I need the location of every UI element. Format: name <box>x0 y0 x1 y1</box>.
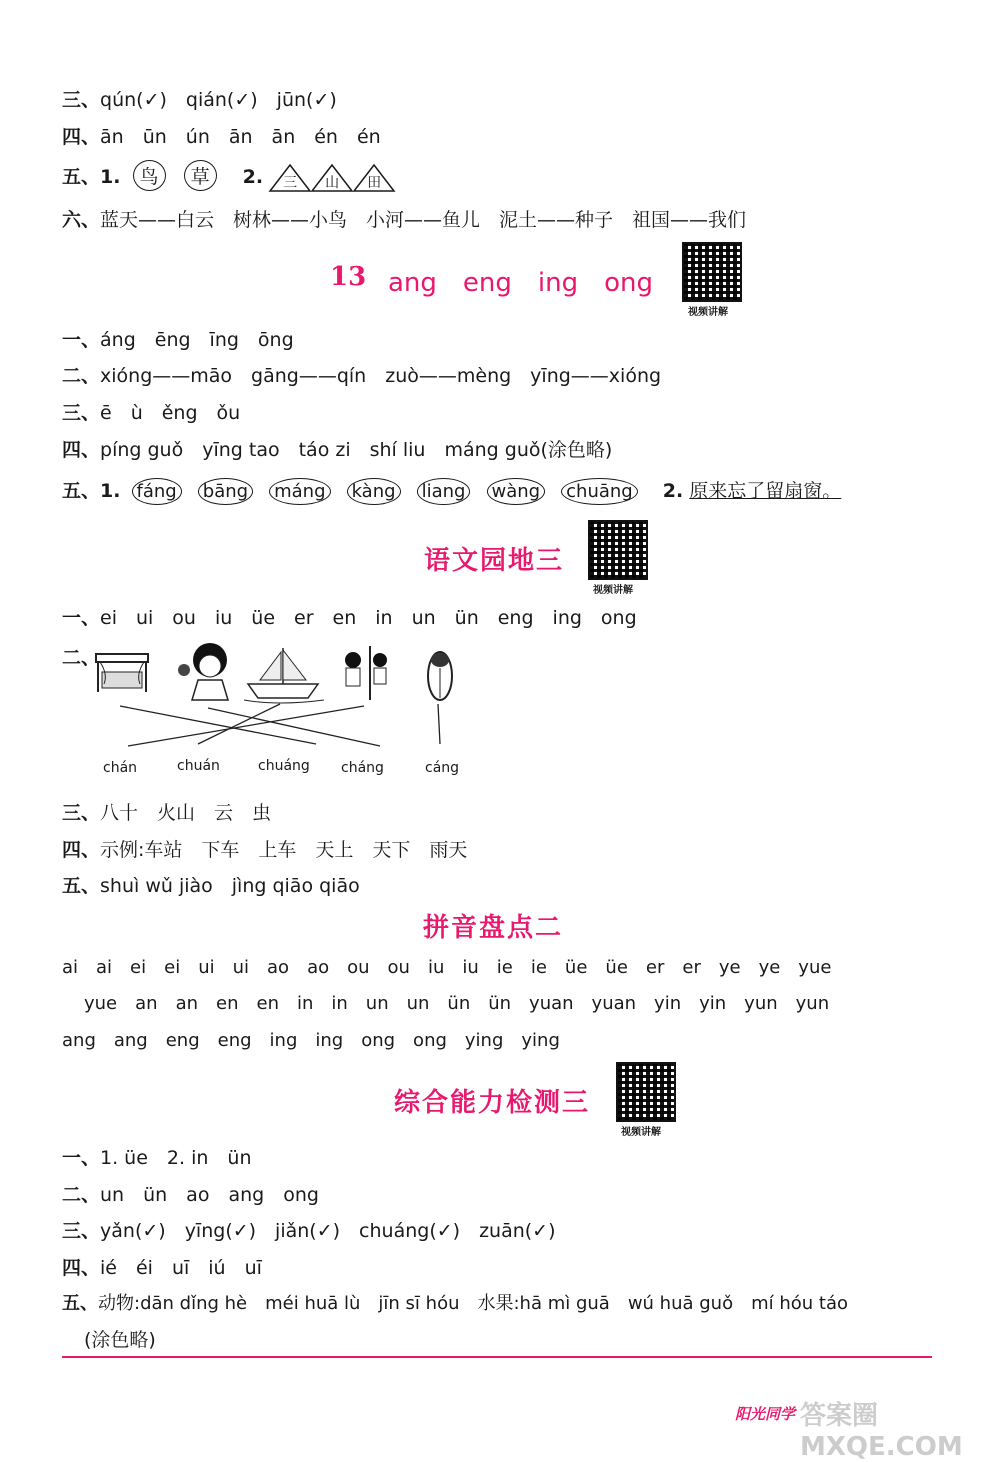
oval-pinyin: kàng <box>347 478 401 505</box>
part-num: 2. <box>662 480 684 502</box>
g3-q3 <box>62 798 271 825</box>
q-num: 三、 <box>62 89 101 111</box>
l13-q1 <box>62 325 294 352</box>
l12-q5 <box>62 160 395 193</box>
qr-code-icon[interactable] <box>616 1062 676 1122</box>
answer-text: ē ù ěng ǒu <box>100 402 241 424</box>
q-num: 五、 <box>62 1293 98 1314</box>
l13-q3 <box>62 398 240 425</box>
q-num: 二、 <box>62 365 101 387</box>
q-num: 四、 <box>62 1257 101 1279</box>
q-num: 一、 <box>62 1147 101 1169</box>
l13-q2 <box>62 361 661 388</box>
pinyin-label: chán <box>103 760 138 776</box>
lesson-13-title: ang eng ing ong <box>388 268 653 298</box>
circled-char: 草 <box>184 160 217 191</box>
answer-text: ié éi uī iú uī <box>100 1257 262 1279</box>
part-num: 1. <box>100 480 121 502</box>
qr-label: 视频讲解 <box>621 1127 661 1138</box>
review-row-3: ang ang eng eng ing ing ong ong ying ying <box>62 1030 560 1051</box>
oval-pinyin: bāng <box>198 478 253 505</box>
pinyin-label: chuán <box>177 758 220 774</box>
circled-char: 鸟 <box>133 160 166 191</box>
q-num: 五、 <box>62 875 101 897</box>
sentence: 原来忘了留扇窗。 <box>689 480 842 502</box>
pinyin-label: cáng <box>425 760 460 776</box>
answer-text: 蓝天——白云 树林——小鸟 小河——鱼儿 泥土——种子 祖国——我们 <box>100 209 747 231</box>
children-pole-icon <box>345 646 387 700</box>
answer-text: 1. üe 2. in ün <box>100 1147 252 1169</box>
bed-icon <box>96 654 148 692</box>
l13-q4 <box>62 435 612 462</box>
t3-q1 <box>62 1143 252 1170</box>
answer-text: xióng——māo gāng——qín zuò——mèng yīng——xióng <box>100 365 662 387</box>
q-num: 四、 <box>62 439 101 461</box>
t3-q3 <box>62 1216 556 1243</box>
q-num: 一、 <box>62 607 101 629</box>
answer-text: 示例:车站 下车 上车 天上 天下 雨天 <box>100 839 468 861</box>
pinyin-label: chuáng <box>258 758 310 774</box>
footer-divider <box>62 1356 932 1358</box>
l12-q4 <box>62 122 381 149</box>
q-num: 三、 <box>62 802 101 824</box>
triangle-char: 田 <box>352 163 396 193</box>
answer-text: píng guǒ yīng tao táo zi shí liu máng guǒ(涂色略) <box>100 439 613 461</box>
garden-title: 语文园地三 <box>424 546 565 576</box>
answer-text: qún(✓) qián(✓) jūn(✓) <box>100 89 337 111</box>
l12-q6 <box>62 205 746 232</box>
girl-eating-icon <box>178 643 228 700</box>
oval-pinyin: chuāng <box>561 478 638 505</box>
g3-q1 <box>62 603 637 630</box>
q-num: 三、 <box>62 1220 101 1242</box>
t3-q5-note: (涂色略) <box>84 1329 156 1351</box>
q-num: 四、 <box>62 839 101 861</box>
qr-code-icon[interactable] <box>588 520 648 580</box>
part-num: 1. <box>100 166 121 188</box>
answer-text: 八十 火山 云 虫 <box>100 802 272 824</box>
triangle-char: 三 <box>268 163 312 193</box>
q-num: 六、 <box>62 209 101 231</box>
answer-text: un ün ao ang ong <box>100 1184 319 1206</box>
oval-pinyin: máng <box>269 478 330 505</box>
t3-q5 <box>62 1289 848 1315</box>
answer-text: áng ēng īng ōng <box>100 329 294 351</box>
q-num: 四、 <box>62 126 101 148</box>
watermark: 答案圈 MXQE.COM <box>800 1401 963 1462</box>
pinyin-label: cháng <box>341 760 384 776</box>
qr-code-icon[interactable] <box>682 242 742 302</box>
answer-text: 动物:dān dǐng hè méi huā lù jīn sī hóu 水果:hā mì guā wú huā guǒ mí hóu táo <box>98 1293 849 1314</box>
t3-q4 <box>62 1253 262 1280</box>
q-num: 五、 <box>62 166 101 188</box>
answer-text: shuì wǔ jiào jìng qiāo qiāo <box>100 875 360 897</box>
q-num: 二、 <box>62 1184 101 1206</box>
review-title: 拼音盘点二 <box>423 913 564 943</box>
l13-q5 <box>62 476 841 505</box>
t3-q2 <box>62 1180 319 1207</box>
oval-pinyin: liang <box>417 478 471 505</box>
review-row-1: ai ai ei ei ui ui ao ao ou ou iu iu ie ie üe üe er er ye ye yue <box>62 957 832 978</box>
lesson-13-number: 13 <box>330 262 367 292</box>
test-title: 综合能力检测三 <box>394 1088 591 1118</box>
q-num: 一、 <box>62 329 101 351</box>
cicada-icon <box>428 652 452 700</box>
answer-text: ei ui ou iu üe er en in un ün eng ing ong <box>100 607 637 629</box>
q-num: 三、 <box>62 402 101 424</box>
brand-logo: 阳光同学 <box>735 1405 796 1423</box>
oval-pinyin: wàng <box>487 478 546 505</box>
qr-label: 视频讲解 <box>688 307 728 318</box>
oval-pinyin: fáng <box>132 478 182 505</box>
review-row-2: yue an an en en in in un un ün ün yuan yuan yin yin yun yun <box>84 993 830 1014</box>
g3-q5 <box>62 871 360 898</box>
part-num: 2. <box>242 166 264 188</box>
matching-pictures <box>88 640 478 760</box>
l12-q3 <box>62 85 337 112</box>
triangle-char: 山 <box>310 163 354 193</box>
boat-icon <box>244 648 324 703</box>
qr-label: 视频讲解 <box>593 585 633 596</box>
q-num: 二、 <box>62 647 101 669</box>
g3-q4 <box>62 835 467 862</box>
q-num: 五、 <box>62 480 101 502</box>
answer-text: ān ūn ún ān ān én én <box>100 126 381 148</box>
answer-text: yǎn(✓) yīng(✓) jiǎn(✓) chuáng(✓) zuān(✓) <box>100 1220 556 1242</box>
